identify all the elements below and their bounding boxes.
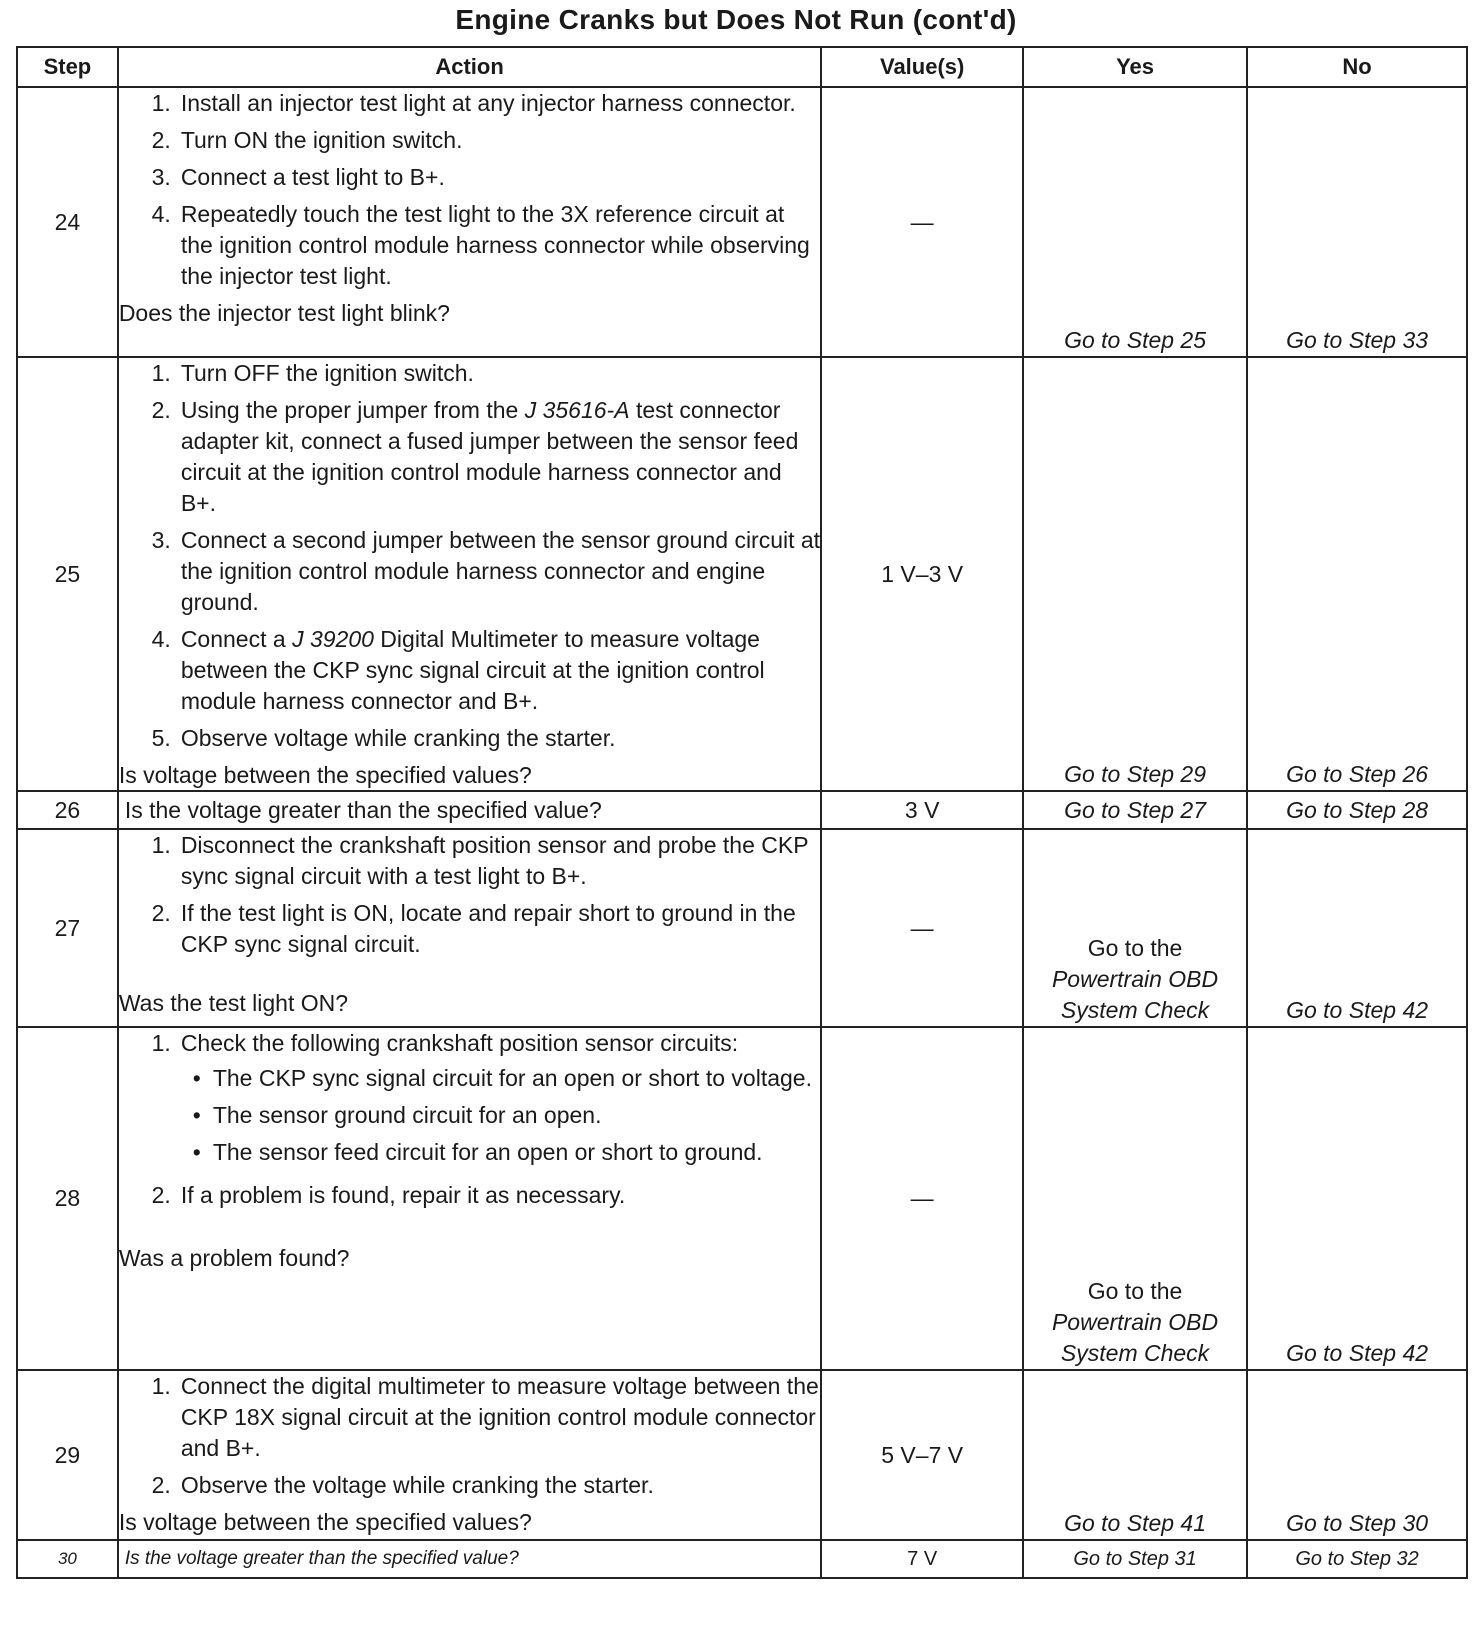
header-values: Value(s) [821,47,1023,87]
action-item: Turn OFF the ignition switch. [180,360,474,386]
no-link[interactable]: Go to Step 32 [1247,1540,1467,1578]
value-cell: 1 V–3 V [821,357,1023,791]
step-number: 25 [17,357,118,791]
table-row [17,87,1467,357]
action-item: Connect the digital multimeter to measure voltage between the CKP 18X signal circuit at the ignition control module connector and B+. [180,1373,819,1461]
table-row [17,829,1467,1027]
value-cell: 7 V [821,1540,1023,1578]
table-row [17,357,1467,791]
yes-link[interactable]: Go to Step 31 [1023,1540,1247,1578]
action-item: Install an injector test light at any injector harness connector. [180,90,796,116]
action-item: Disconnect the crankshaft position sensor and probe the CKP sync signal circuit with a test light to B+. [180,832,809,889]
page-title: Engine Cranks but Does Not Run (cont'd) [455,4,1017,35]
action-item: Connect a J 39200 Digital Multimeter to measure voltage between the CKP sync signal circuit at the ignition control module harness connector and B+. [180,626,765,714]
action-item: Connect a second jumper between the sensor ground circuit at the ignition control module harness connector and engine ground. [180,527,821,615]
question: Is the voltage greater than the specified value? [118,1540,822,1578]
value-cell: — [821,829,1023,1027]
no-link[interactable]: Go to Step 28 [1247,791,1467,829]
step-number: 29 [17,1370,118,1540]
question: Does the injector test light blink? [118,300,450,326]
table-row [17,1540,1467,1578]
tool-number: J 35616-A [524,397,630,423]
table-row [17,791,1467,829]
table-header-row [17,47,1467,87]
no-link[interactable]: Go to Step 30 [1247,1370,1467,1540]
action-item: Repeatedly touch the test light to the 3X reference circuit at the ignition control module harness connector while observing the injector test light. [180,201,810,289]
action-cell: 1. Connect the digital multimeter to measure voltage between the CKP 18X signal circuit at the ignition control module connector and B+. 2. Observe the voltage while cranking the starter. Is voltage between the specified values? [118,1370,822,1540]
diagnostic-table [16,46,1468,1579]
bullet-item: The CKP sync signal circuit for an open or short to voltage. [212,1065,812,1091]
header-yes: Yes [1023,47,1247,87]
no-link[interactable]: Go to Step 42 [1247,1027,1467,1370]
question: Was a problem found? [118,1245,350,1271]
table-row [17,1370,1467,1540]
step-number: 27 [17,829,118,1027]
yes-link[interactable]: Go to the Powertrain OBD System Check [1023,1027,1247,1370]
action-item: Check the following crankshaft position sensor circuits: • The CKP sync signal circuit for an open or short to voltage. • The sensor ground circuit for an open. • The sensor feed circuit for an open or short to ground. [181,1028,821,1174]
action-cell: 1. Install an injector test light at any injector harness connector. 2. Turn ON the ignition switch. 3. Connect a test light to B+. 4. Repeatedly touch the test light to the 3X reference circuit at the ignition control module harness connector while observing the injector test light. Does the injector test light blink? [118,87,822,357]
action-item: If a problem is found, repair it as necessary. [180,1182,626,1208]
header-step: Step [17,47,118,87]
action-item: Using the proper jumper from the J 35616-A test connector adapter kit, connect a fused jumper between the sensor feed circuit at the ignition control module harness connector and B+. [180,397,799,516]
question: Is the voltage greater than the specified value? [118,791,822,829]
no-link[interactable]: Go to Step 26 [1247,357,1467,791]
tool-number: J 39200 [292,626,374,652]
question: Was the test light ON? [118,990,349,1016]
yes-link[interactable]: Go to Step 25 [1023,87,1247,357]
value-cell: 5 V–7 V [821,1370,1023,1540]
action-item: Observe voltage while cranking the starter. [180,725,616,751]
action-cell: 1. Turn OFF the ignition switch. 2. Using the proper jumper from the J 35616-A test connector adapter kit, connect a fused jumper between the sensor feed circuit at the ignition control module harness connector and B+. 3. Connect a second jumper between the sensor ground circuit at the ignition control module harness connector and engine ground. 4. Connect a J 39200 Digital Multimeter to measure voltage between the CKP sync signal circuit at the ignition control module harness connector and B+. 5. Observe voltage while cranking the starter. Is voltage between the specified values? [118,357,822,791]
step-number: 24 [17,87,118,357]
step-number: 26 [17,791,118,829]
header-action: Action [118,47,822,87]
yes-link[interactable]: Go to Step 27 [1023,791,1247,829]
bullet-item: The sensor feed circuit for an open or short to ground. [212,1139,763,1165]
action-cell: 1. Check the following crankshaft position sensor circuits: • The CKP sync signal circuit for an open or short to voltage. • The sensor ground circuit for an open. • The sensor feed circuit for an open or short to ground. 2. If a problem is found, repair it as necessary. Was a problem found? [118,1027,822,1370]
action-cell: 1. Disconnect the crankshaft position sensor and probe the CKP sync signal circuit with a test light to B+. 2. If the test light is ON, locate and repair short to ground in the CKP sync signal circuit. Was the test light ON? [118,829,822,1027]
bullet-item: The sensor ground circuit for an open. [212,1102,602,1128]
step-number: 30 [17,1540,118,1578]
yes-link[interactable]: Go to the Powertrain OBD System Check [1023,829,1247,1027]
question: Is voltage between the specified values? [118,1509,532,1535]
value-cell: — [821,87,1023,357]
yes-link[interactable]: Go to Step 29 [1023,357,1247,791]
action-item: If the test light is ON, locate and repair short to ground in the CKP sync signal circuit. [180,900,796,957]
header-no: No [1247,47,1467,87]
step-number: 28 [17,1027,118,1370]
value-cell: — [821,1027,1023,1370]
question: Is voltage between the specified values? [118,762,532,788]
action-item: Connect a test light to B+. [180,164,445,190]
yes-link[interactable]: Go to Step 41 [1023,1370,1247,1540]
action-item: Observe the voltage while cranking the starter. [180,1472,654,1498]
value-cell: 3 V [821,791,1023,829]
table-row [17,1027,1467,1370]
action-item: Turn ON the ignition switch. [180,127,463,153]
no-link[interactable]: Go to Step 33 [1247,87,1467,357]
no-link[interactable]: Go to Step 42 [1247,829,1467,1027]
